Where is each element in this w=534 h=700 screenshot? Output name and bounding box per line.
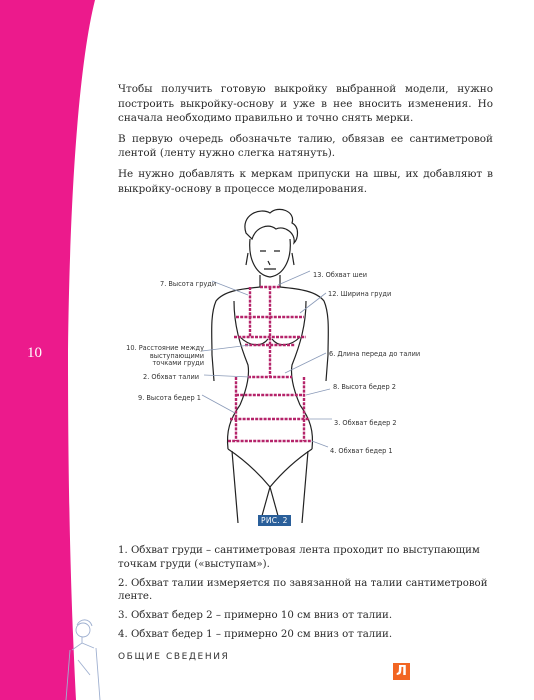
label-hips-2: 3. Обхват бедер 2 [334, 419, 397, 427]
note-1: 1. Обхват груди – сантиметровая лента проходит по выступающим точкам груди («выступам»). [118, 545, 480, 570]
intro-paragraph-3: Не нужно добавлять к меркам припуски на швы, их добавляют в выкройку-основу в процессе моделирования. [118, 167, 493, 195]
label-hip-height-2: 8. Высота бедер 2 [333, 383, 396, 391]
label-waist: 2. Обхват талии [143, 373, 200, 381]
intro-text [118, 82, 493, 202]
label-bust-points-distance [124, 345, 204, 368]
measurement-notes [118, 544, 498, 647]
body-measurements-figure [100, 205, 450, 535]
note-3: 3. Обхват бедер 2 – примерно 10 см вниз от талии. [118, 610, 393, 622]
label-bust-height: 7. Высота груди [160, 280, 217, 288]
note-2: 2. Обхват талии измеряется по завязанной на талии сантиметровой ленте. [118, 577, 488, 603]
measurement-lines [228, 287, 312, 441]
leader-lines [202, 271, 332, 447]
intro-paragraph-2: В первую очередь обозначьте талию, обвязав ее сантиметровой лентой (ленту нужно слегка натянуть). [118, 132, 493, 160]
label-chest-width: 12. Ширина груди [328, 290, 392, 298]
figure-caption: РИС. 2 [258, 515, 291, 526]
label-neck: 13. Обхват шеи [313, 271, 367, 279]
intro-paragraph-1: Чтобы получить готовую выкройку выбранной модели, нужно построить выкройку-основу и уже в нее вносить изменения. Но сначала необходимо правильно и точно снять мерки. [118, 83, 493, 125]
label-bust-points-line-1: 10. Расстояние между [126, 344, 204, 352]
label-bust-points-line-2: выступающими [149, 351, 204, 360]
label-bust-points-line-3: точками груди [152, 359, 204, 368]
publisher-logo: Л [393, 663, 410, 680]
page-number: 10 [27, 345, 42, 361]
label-hip-height-1: 9. Высота бедер 1 [138, 394, 201, 402]
note-4: 4. Обхват бедер 1 – примерно 20 см вниз от талии. [118, 628, 393, 640]
label-front-length: 6. Длина переда до талии [329, 350, 421, 358]
body-outline [212, 209, 329, 523]
section-title: ОБЩИЕ СВЕДЕНИЯ [118, 652, 230, 662]
label-hips-1: 4. Обхват бедер 1 [330, 447, 393, 455]
